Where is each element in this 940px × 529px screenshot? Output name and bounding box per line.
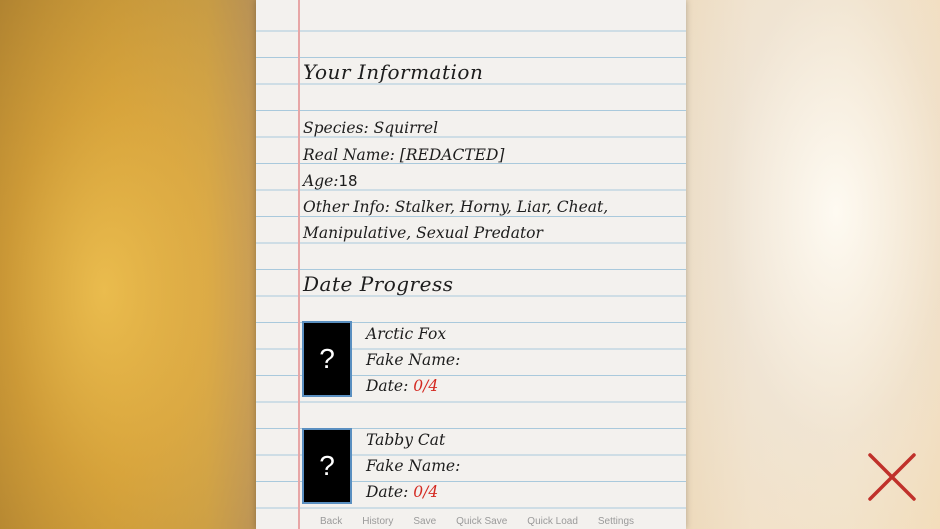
quick-menu-history[interactable]: History [362, 516, 394, 527]
age-line [303, 172, 358, 190]
other-info-line-1: Other Info: Stalker, Horny, Liar, Cheat, [303, 198, 609, 216]
fake-name-label: Fake Name: [366, 351, 461, 369]
quick-menu-back[interactable]: Back [320, 516, 343, 527]
margin-line [298, 0, 300, 529]
other-info-line-2: Manipulative, Sexual Predator [303, 224, 543, 242]
close-x-icon [866, 452, 918, 502]
character-portrait-tabby-cat[interactable] [302, 428, 352, 504]
date-label: Date: [366, 377, 409, 395]
quick-menu [320, 516, 654, 529]
background-blur-left [0, 0, 260, 529]
date-label: Date: [366, 483, 409, 501]
notebook-page [256, 0, 686, 529]
date-value: 0/4 [413, 483, 439, 501]
quick-menu-quick-save[interactable]: Quick Save [456, 516, 508, 527]
quick-menu-quick-load[interactable]: Quick Load [527, 516, 578, 527]
background-blur-right [680, 0, 940, 529]
progress-heading: Date Progress [303, 272, 454, 296]
character-portrait-arctic-fox[interactable] [302, 321, 352, 397]
age-value: 18 [338, 172, 358, 190]
date-progress-line [366, 377, 438, 395]
age-label: Age: [303, 172, 339, 190]
character-name: Tabby Cat [366, 431, 446, 449]
character-name: Arctic Fox [366, 325, 447, 343]
info-heading: Your Information [303, 60, 484, 84]
unknown-portrait-icon: ? [319, 343, 335, 374]
unknown-portrait-icon: ? [319, 450, 335, 481]
real-name-line: Real Name: [REDACTED] [303, 146, 505, 164]
species-line: Species: Squirrel [303, 119, 439, 137]
date-value: 0/4 [413, 377, 439, 395]
quick-menu-save[interactable]: Save [413, 516, 437, 527]
date-progress-line [366, 483, 438, 501]
quick-menu-settings[interactable]: Settings [597, 516, 635, 527]
close-button[interactable] [866, 452, 918, 502]
fake-name-label: Fake Name: [366, 457, 461, 475]
